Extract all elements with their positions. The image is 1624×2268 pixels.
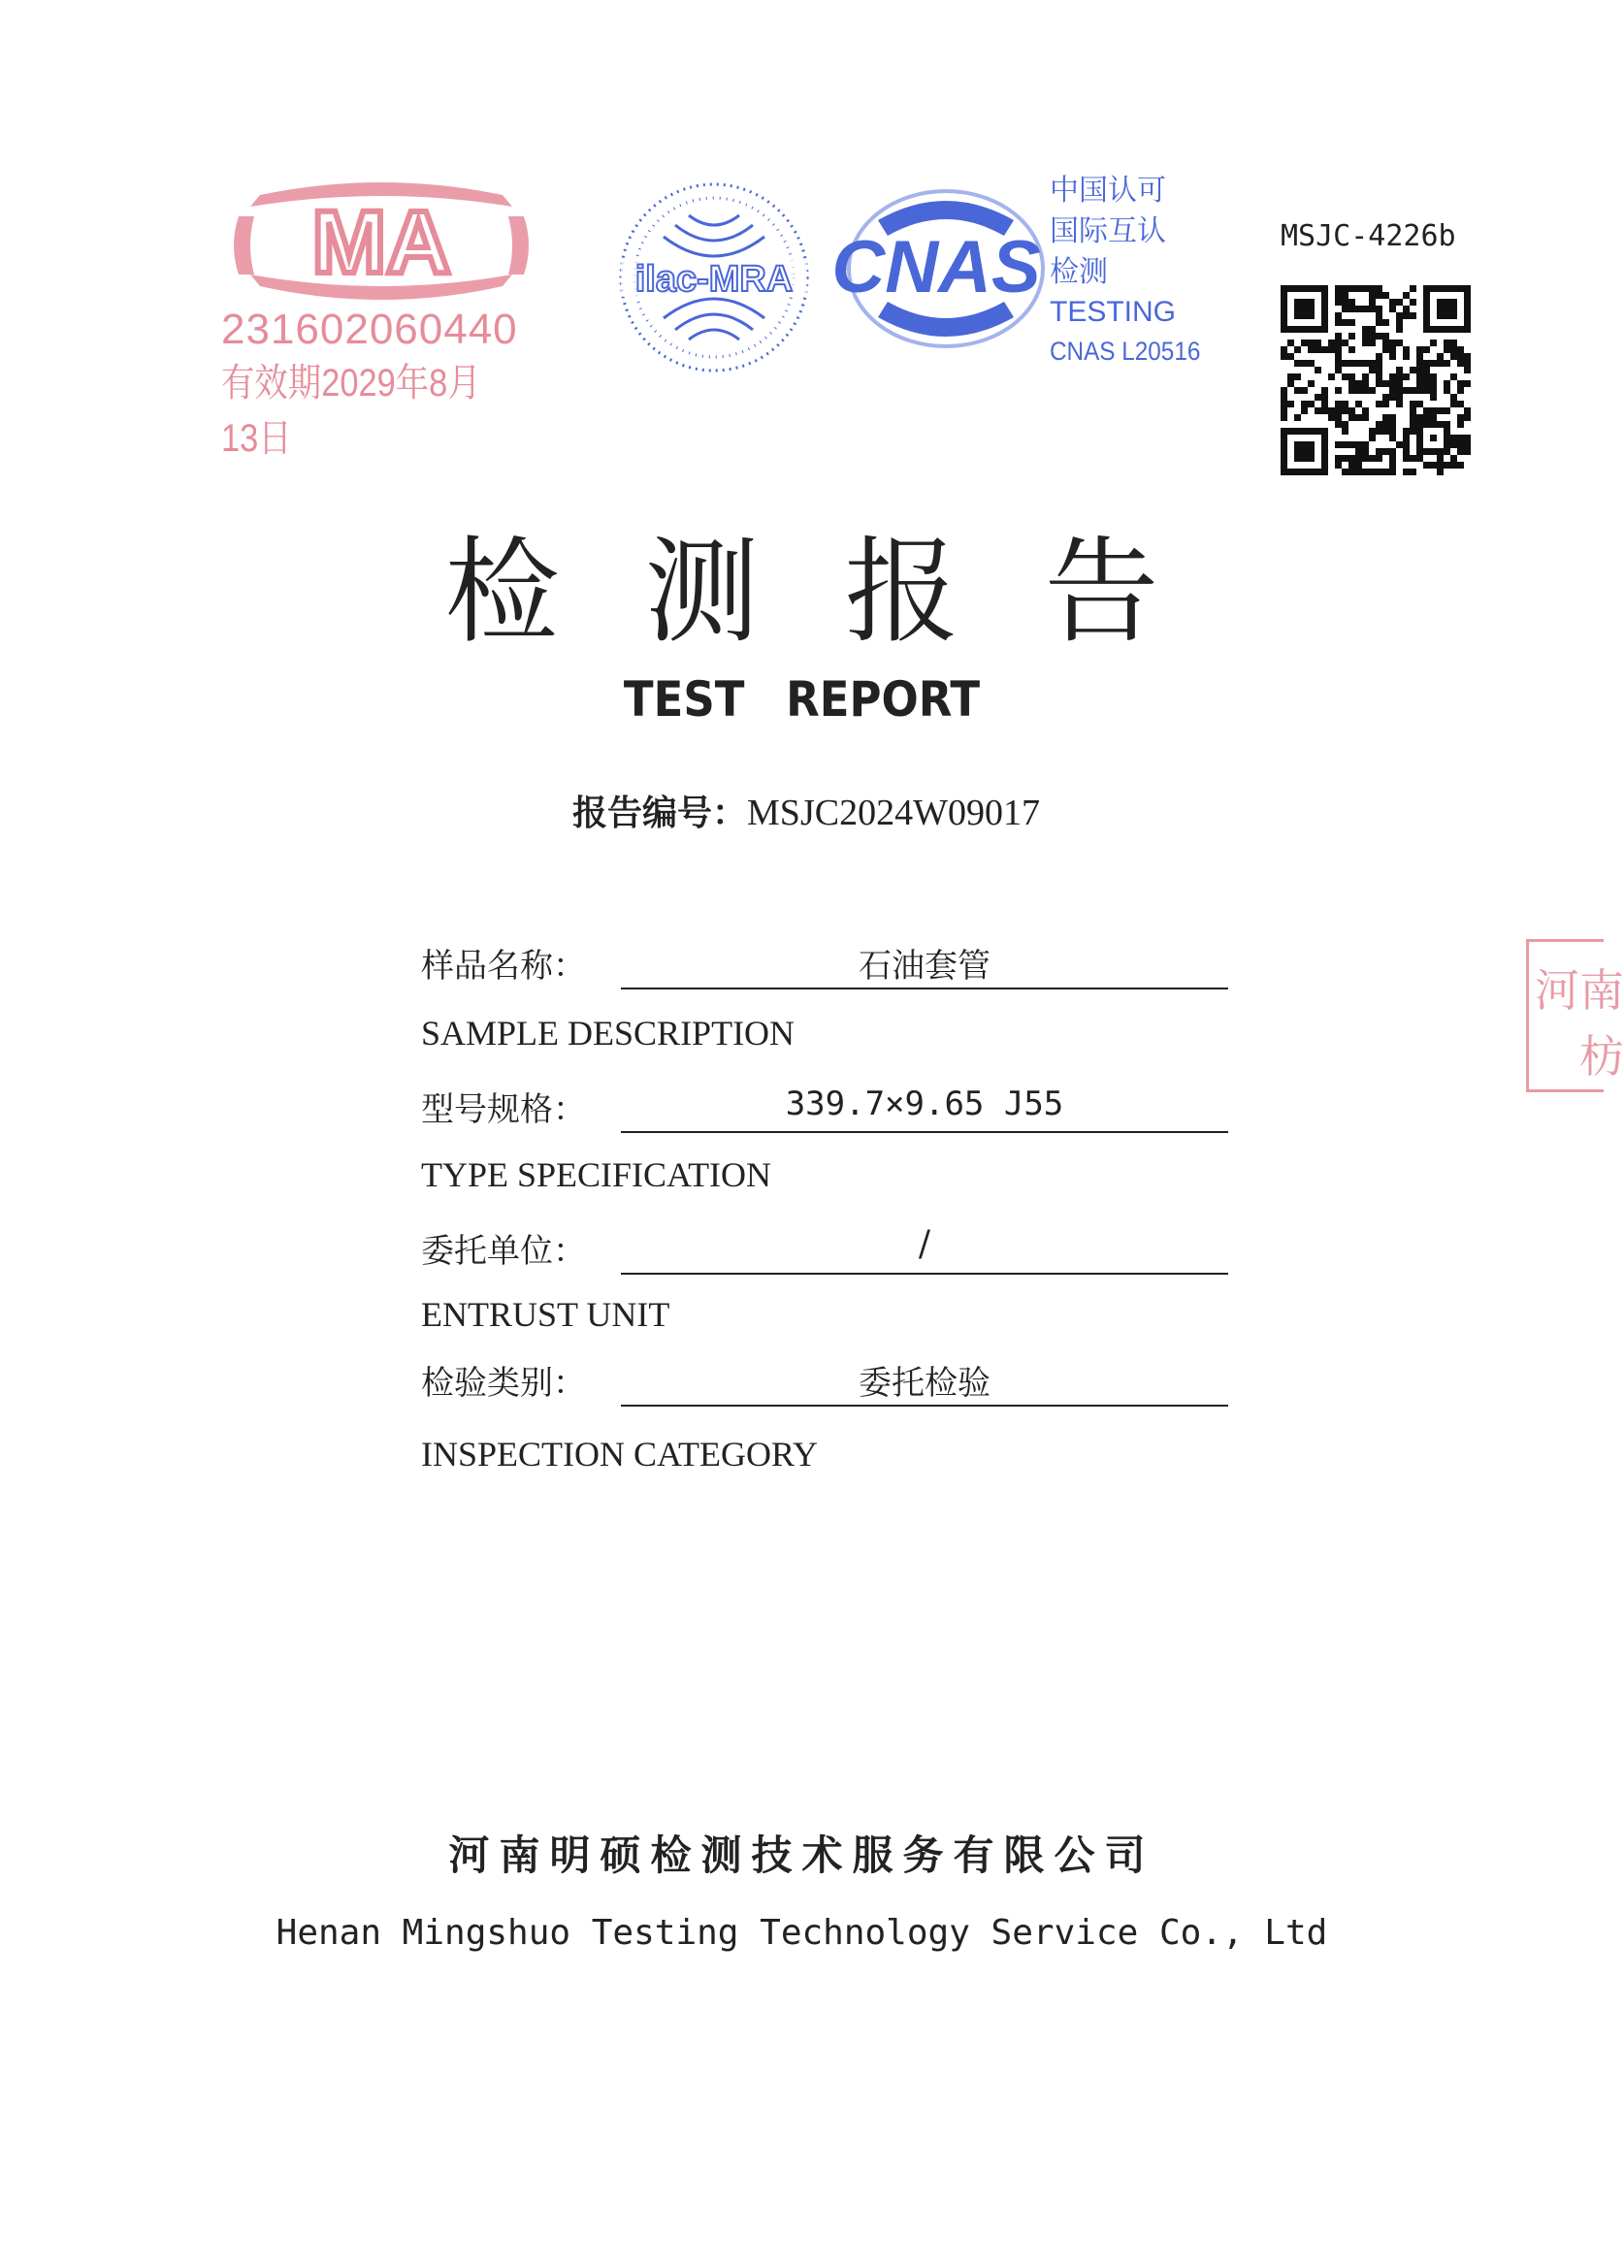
svg-text:ilac-MRA: ilac-MRA xyxy=(634,259,794,300)
inspection-category-label-cn: 检验类别： xyxy=(421,1364,586,1403)
side-seal-stamp xyxy=(1526,939,1624,1092)
company-name-english: Henan Mingshuo Testing Technology Service Co., Ltd xyxy=(276,1913,1328,1953)
cnas-text-block xyxy=(1050,171,1205,371)
inspection-category-label-en: INSPECTION CATEGORY xyxy=(421,1435,819,1474)
svg-text:MA: MA xyxy=(311,193,451,292)
cnas-logo-icon xyxy=(820,181,1053,356)
sample-name-value: 石油套管 xyxy=(859,947,991,986)
entrust-unit-label-en: ENTRUST UNIT xyxy=(421,1295,670,1334)
title-chinese: 检测报告 xyxy=(444,525,1245,659)
cma-validity: 有效期2029年8月13日 xyxy=(221,362,481,460)
side-seal-text2: 枋 xyxy=(1579,1030,1624,1083)
inspection-category-underline xyxy=(621,1405,1228,1407)
type-spec-label-cn: 型号规格： xyxy=(421,1090,586,1129)
type-spec-value: 339.7×9.65 J55 xyxy=(785,1085,1064,1123)
entrust-unit-label-cn: 委托单位： xyxy=(421,1232,586,1271)
type-spec-label-en: TYPE SPECIFICATION xyxy=(421,1155,772,1194)
cma-stamp xyxy=(221,178,541,460)
ilac-mra-logo-icon xyxy=(615,178,813,376)
cnas-line5: CNAS L20516 xyxy=(1050,337,1201,366)
inspection-category-value: 委托检验 xyxy=(859,1364,991,1403)
cnas-line4: TESTING xyxy=(1050,296,1177,328)
sample-name-label-en: SAMPLE DESCRIPTION xyxy=(421,1014,796,1053)
company-name-chinese: 河南明硕检测技术服务有限公司 xyxy=(448,1831,1155,1879)
report-number xyxy=(572,786,1040,835)
report-number-label: 报告编号： xyxy=(572,794,748,833)
cnas-line1: 中国认可 xyxy=(1050,175,1166,207)
entrust-unit-value: / xyxy=(918,1224,931,1264)
cnas-logo xyxy=(820,181,1053,356)
svg-text:CNAS: CNAS xyxy=(831,226,1041,308)
cnas-line2: 国际互认 xyxy=(1050,215,1166,247)
ilac-mra-logo xyxy=(615,178,813,376)
type-spec-underline xyxy=(621,1131,1228,1133)
sample-name-underline xyxy=(621,988,1228,989)
sample-name-label-cn: 样品名称： xyxy=(421,947,586,986)
title-english: TEST REPORT xyxy=(623,671,981,728)
side-seal-text1: 河南 xyxy=(1535,964,1624,1017)
qr-code-icon xyxy=(1281,285,1471,475)
cma-number: 231602060440 xyxy=(221,306,518,353)
entrust-unit-underline xyxy=(621,1273,1228,1275)
document-code: MSJC-4226b xyxy=(1281,219,1456,253)
cma-logo-icon xyxy=(221,178,541,313)
cnas-line3: 检测 xyxy=(1050,256,1108,288)
report-number-value: MSJC2024W09017 xyxy=(747,793,1040,833)
